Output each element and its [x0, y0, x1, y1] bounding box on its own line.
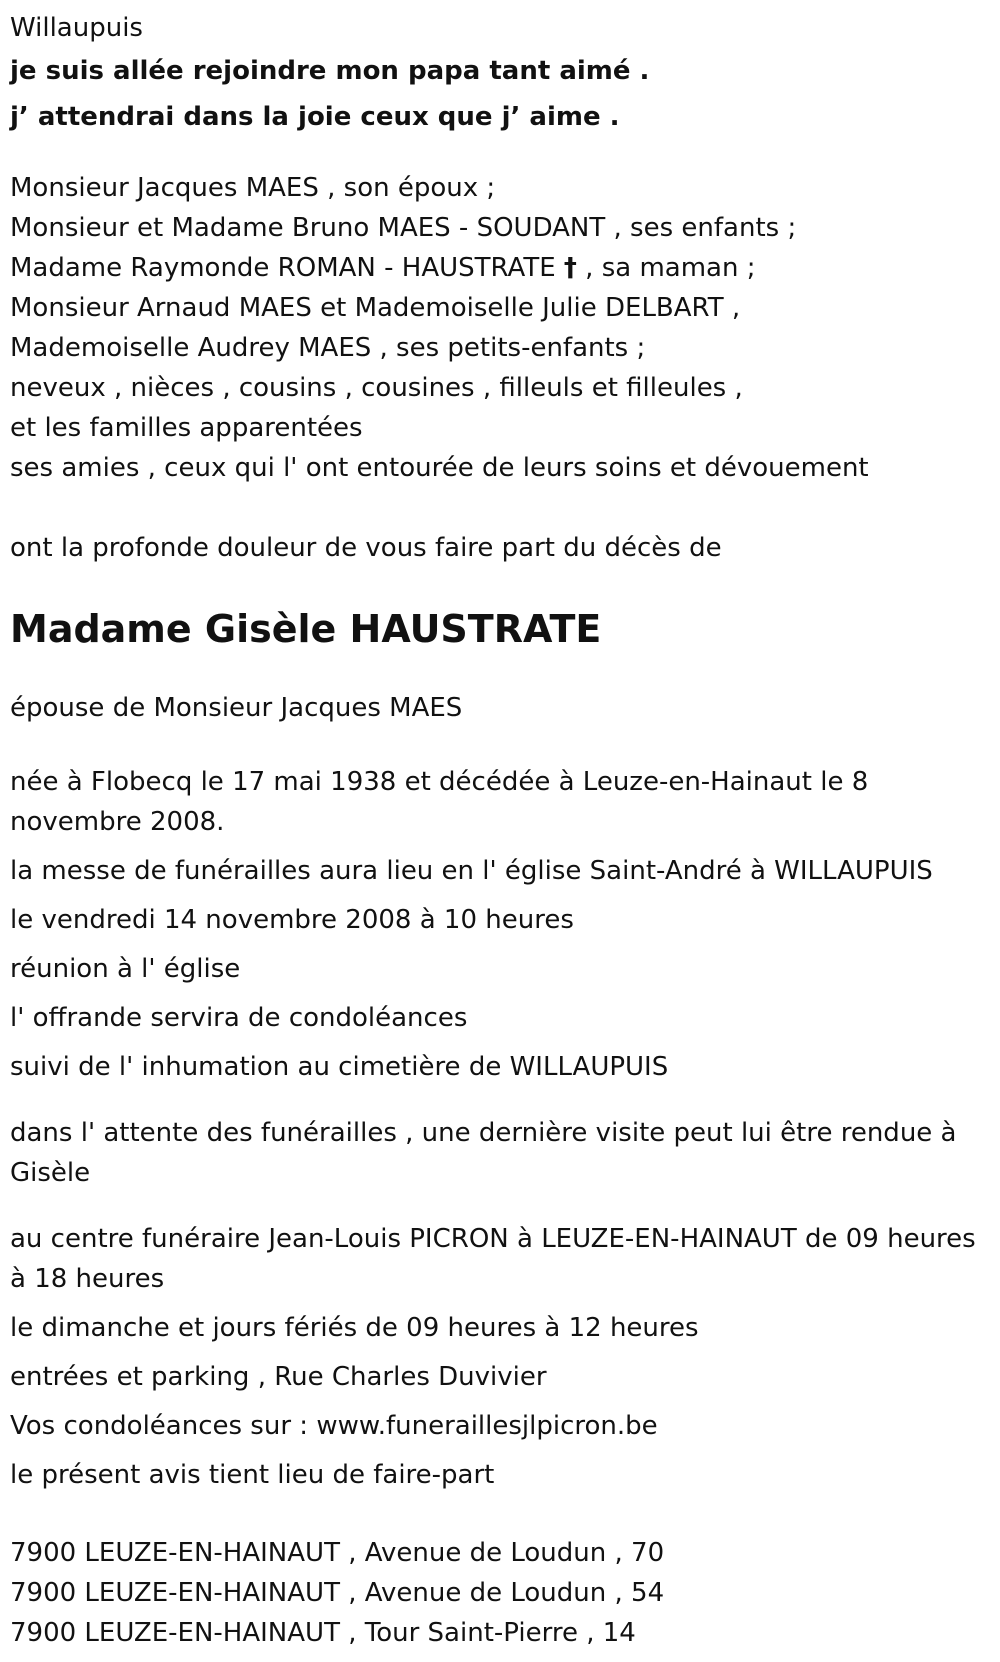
family-line: Monsieur Jacques MAES , son époux ;	[10, 173, 496, 203]
announcement-intro: ont la profonde douleur de vous faire part du décès de	[10, 533, 722, 563]
spouse-line: épouse de Monsieur Jacques MAES	[10, 693, 463, 723]
family-line: Monsieur et Madame Bruno MAES - SOUDANT , ses enfants ;	[10, 213, 797, 243]
detail-line: dans l' attente des funérailles , une dernière visite peut lui être rendue à Gisèle	[10, 1118, 957, 1188]
detail-line: au centre funéraire Jean-Louis PICRON à LEUZE-EN-HAINAUT de 09 heures à 18 heures	[10, 1224, 976, 1294]
detail-line: suivi de l' inhumation au cimetière de WILLAUPUIS	[10, 1052, 669, 1082]
detail-line: Vos condoléances sur : www.funeraillesjlpicron.be	[10, 1411, 658, 1441]
town-name: Willaupuis	[10, 13, 143, 43]
detail-line: née à Flobecq le 17 mai 1938 et décédée à Leuze-en-Hainaut le 8 novembre 2008.	[10, 767, 869, 837]
detail-line: réunion à l' église	[10, 954, 241, 984]
deceased-name: Madame Gisèle HAUSTRATE	[10, 607, 602, 651]
detail-line: le vendredi 14 novembre 2008 à 10 heures	[10, 905, 574, 935]
address-list	[10, 1533, 990, 1653]
detail-line: l' offrande servira de condoléances	[10, 1003, 468, 1033]
detail-line: entrées et parking , Rue Charles Duvivier	[10, 1362, 547, 1392]
family-list	[10, 168, 990, 488]
detail-line: le dimanche et jours fériés de 09 heures à 12 heures	[10, 1313, 699, 1343]
detail-line: la messe de funérailles aura lieu en l' église Saint-André à WILLAUPUIS	[10, 856, 933, 886]
address-line: 7900 LEUZE-EN-HAINAUT , Avenue de Loudun , 70	[10, 1538, 665, 1568]
quote-line-1: je suis allée rejoindre mon papa tant aimé .	[10, 56, 650, 86]
cross-icon: †	[563, 253, 577, 283]
family-line-mother-name: Madame Raymonde ROMAN - HAUSTRATE	[10, 253, 556, 283]
family-line: Mademoiselle Audrey MAES , ses petits-enfants ;	[10, 333, 646, 363]
family-line: neveux , nièces , cousins , cousines , filleuls et filleules ,	[10, 373, 743, 403]
quote-line-2: j’ attendrai dans la joie ceux que j’ aime .	[10, 102, 620, 132]
family-line: et les familles apparentées	[10, 413, 363, 443]
address-line: 7900 LEUZE-EN-HAINAUT , Avenue de Loudun , 54	[10, 1578, 665, 1608]
funeral-details	[10, 762, 990, 1495]
family-line: Monsieur Arnaud MAES et Mademoiselle Julie DELBART ,	[10, 293, 741, 323]
address-line: 7900 LEUZE-EN-HAINAUT , Tour Saint-Pierre , 14	[10, 1618, 636, 1648]
family-line-mother-suffix: , sa maman ;	[576, 253, 756, 283]
family-line-mother	[10, 248, 990, 288]
family-line: ses amies , ceux qui l' ont entourée de leurs soins et dévouement	[10, 453, 869, 483]
detail-line: le présent avis tient lieu de faire-part	[10, 1460, 495, 1490]
